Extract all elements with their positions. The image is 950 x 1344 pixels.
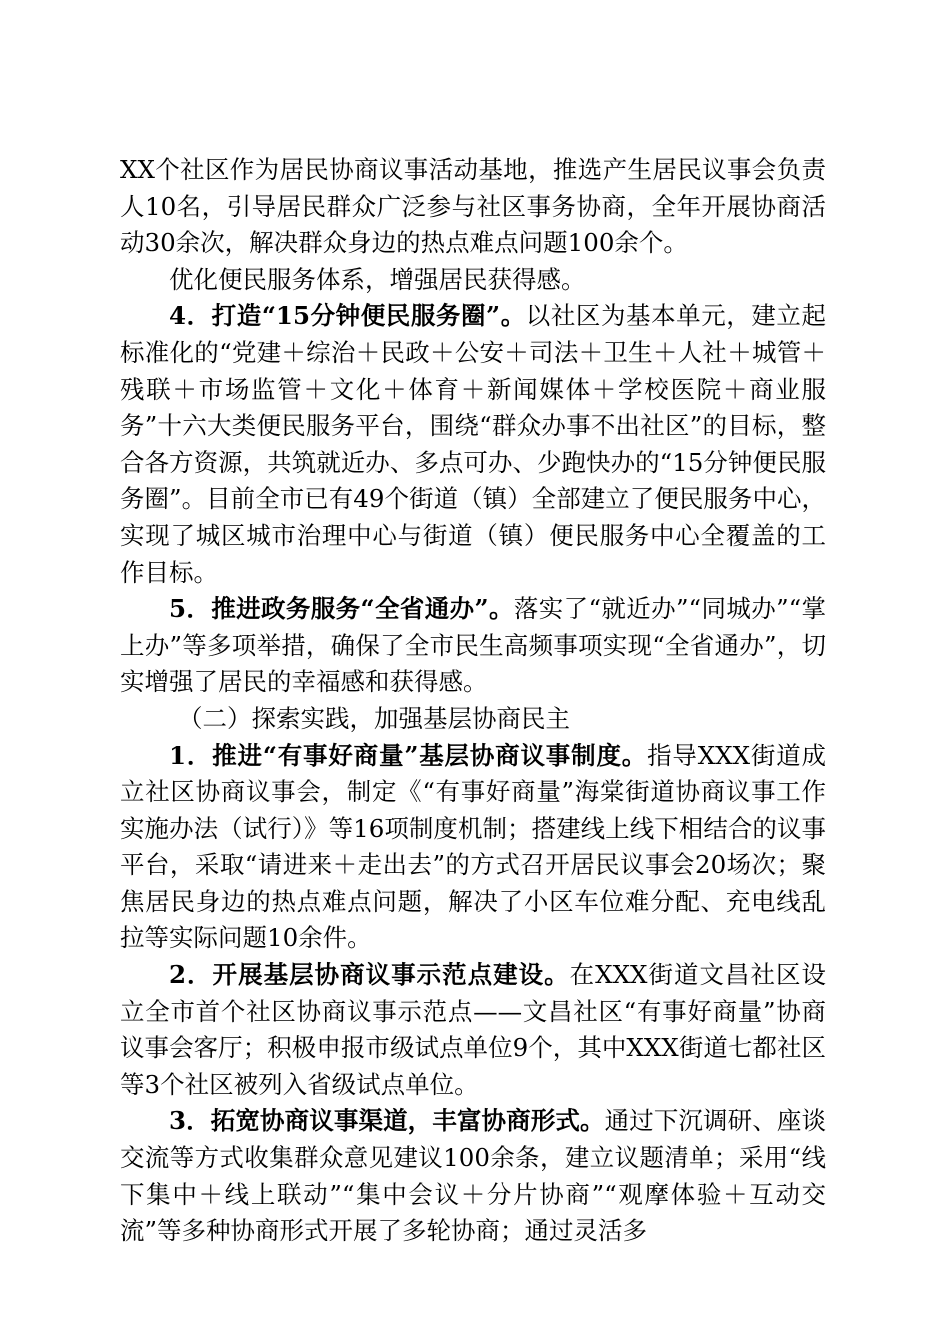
paragraph-6 <box>120 738 826 958</box>
paragraph-8-text: 通过下沉调研、座谈交流等方式收集群众意见建议100余条，建立议题清单；采用“线下集中＋线上联动”“集中会议＋分片协商”“观摩体验＋互动交流”等多种协商形式开展了多轮协商；通过灵活多 <box>120 1106 827 1246</box>
paragraph-7-text: 在XXX街道文昌社区设立全市首个社区协商议事示范点——文昌社区“有事好商量”协商议事会客厅；积极申报市级试点单位9个，其中XXX街道七都社区等3个社区被列入省级试点单位。 <box>120 960 827 1099</box>
paragraph-4 <box>120 591 826 701</box>
paragraph-7-lead: 2．开展基层协商议事示范点建设。 <box>169 960 570 990</box>
paragraph-1 <box>120 152 826 262</box>
paragraph-7 <box>120 957 826 1103</box>
paragraph-2-text: 优化便民服务体系，增强居民获得感。 <box>169 264 586 294</box>
paragraph-2 <box>120 262 826 299</box>
paragraph-3 <box>120 298 826 591</box>
paragraph-1-text: XX个社区作为居民协商议事活动基地，推选产生居民议事会负责人10名，引导居民群众广泛参与社区事务协商，全年开展协商活动30余次，解决群众身边的热点难点问题100余个。 <box>120 155 826 258</box>
paragraph-6-lead: 1．推进“有事好商量”基层协商议事制度。 <box>169 740 648 770</box>
paragraph-3-text: 以社区为基本单元，建立起标准化的“党建＋综治＋民政＋公安＋司法＋卫生＋人社＋城管＋残联＋市场监管＋文化＋体育＋新闻媒体＋学校医院＋商业服务”十六大类便民服务平台，围绕“群众办事不出社区”的目标，整合各方资源，共筑就近办、多点可办、少跑快办的“15分钟便民服务圈”。目前全市已有49个街道（镇）全部建立了便民服务中心，实现了城区城市治理中心与街道（镇）便民服务中心全覆盖的工作目标。 <box>120 301 827 587</box>
paragraph-3-lead: 4．打造“15分钟便民服务圈”。 <box>169 301 526 331</box>
paragraph-4-text: 落实了“就近办”“同城办”“掌上办”等多项举措，确保了全市民生高频事项实现“全省通办”，切实增强了居民的幸福感和获得感。 <box>120 594 827 697</box>
paragraph-8-lead: 3．拓宽协商议事渠道，丰富协商形式。 <box>169 1106 605 1136</box>
paragraph-4-lead: 5．推进政务服务“全省通办”。 <box>169 594 514 624</box>
document-body <box>120 152 826 1250</box>
paragraph-6-text: 指导XXX街道成立社区协商议事会，制定《“有事好商量”海棠街道协商议事工作实施办法（试行）》等16项制度机制；搭建线上线下相结合的议事平台，采取“请进来＋走出去”的方式召开居民议事会20场次；聚焦居民身边的热点难点问题，解决了小区车位难分配、充电线乱拉等实际问题10余件。 <box>120 740 827 953</box>
paragraph-8 <box>120 1103 826 1249</box>
section-heading: （二）探索实践，加强基层协商民主 <box>178 703 570 733</box>
